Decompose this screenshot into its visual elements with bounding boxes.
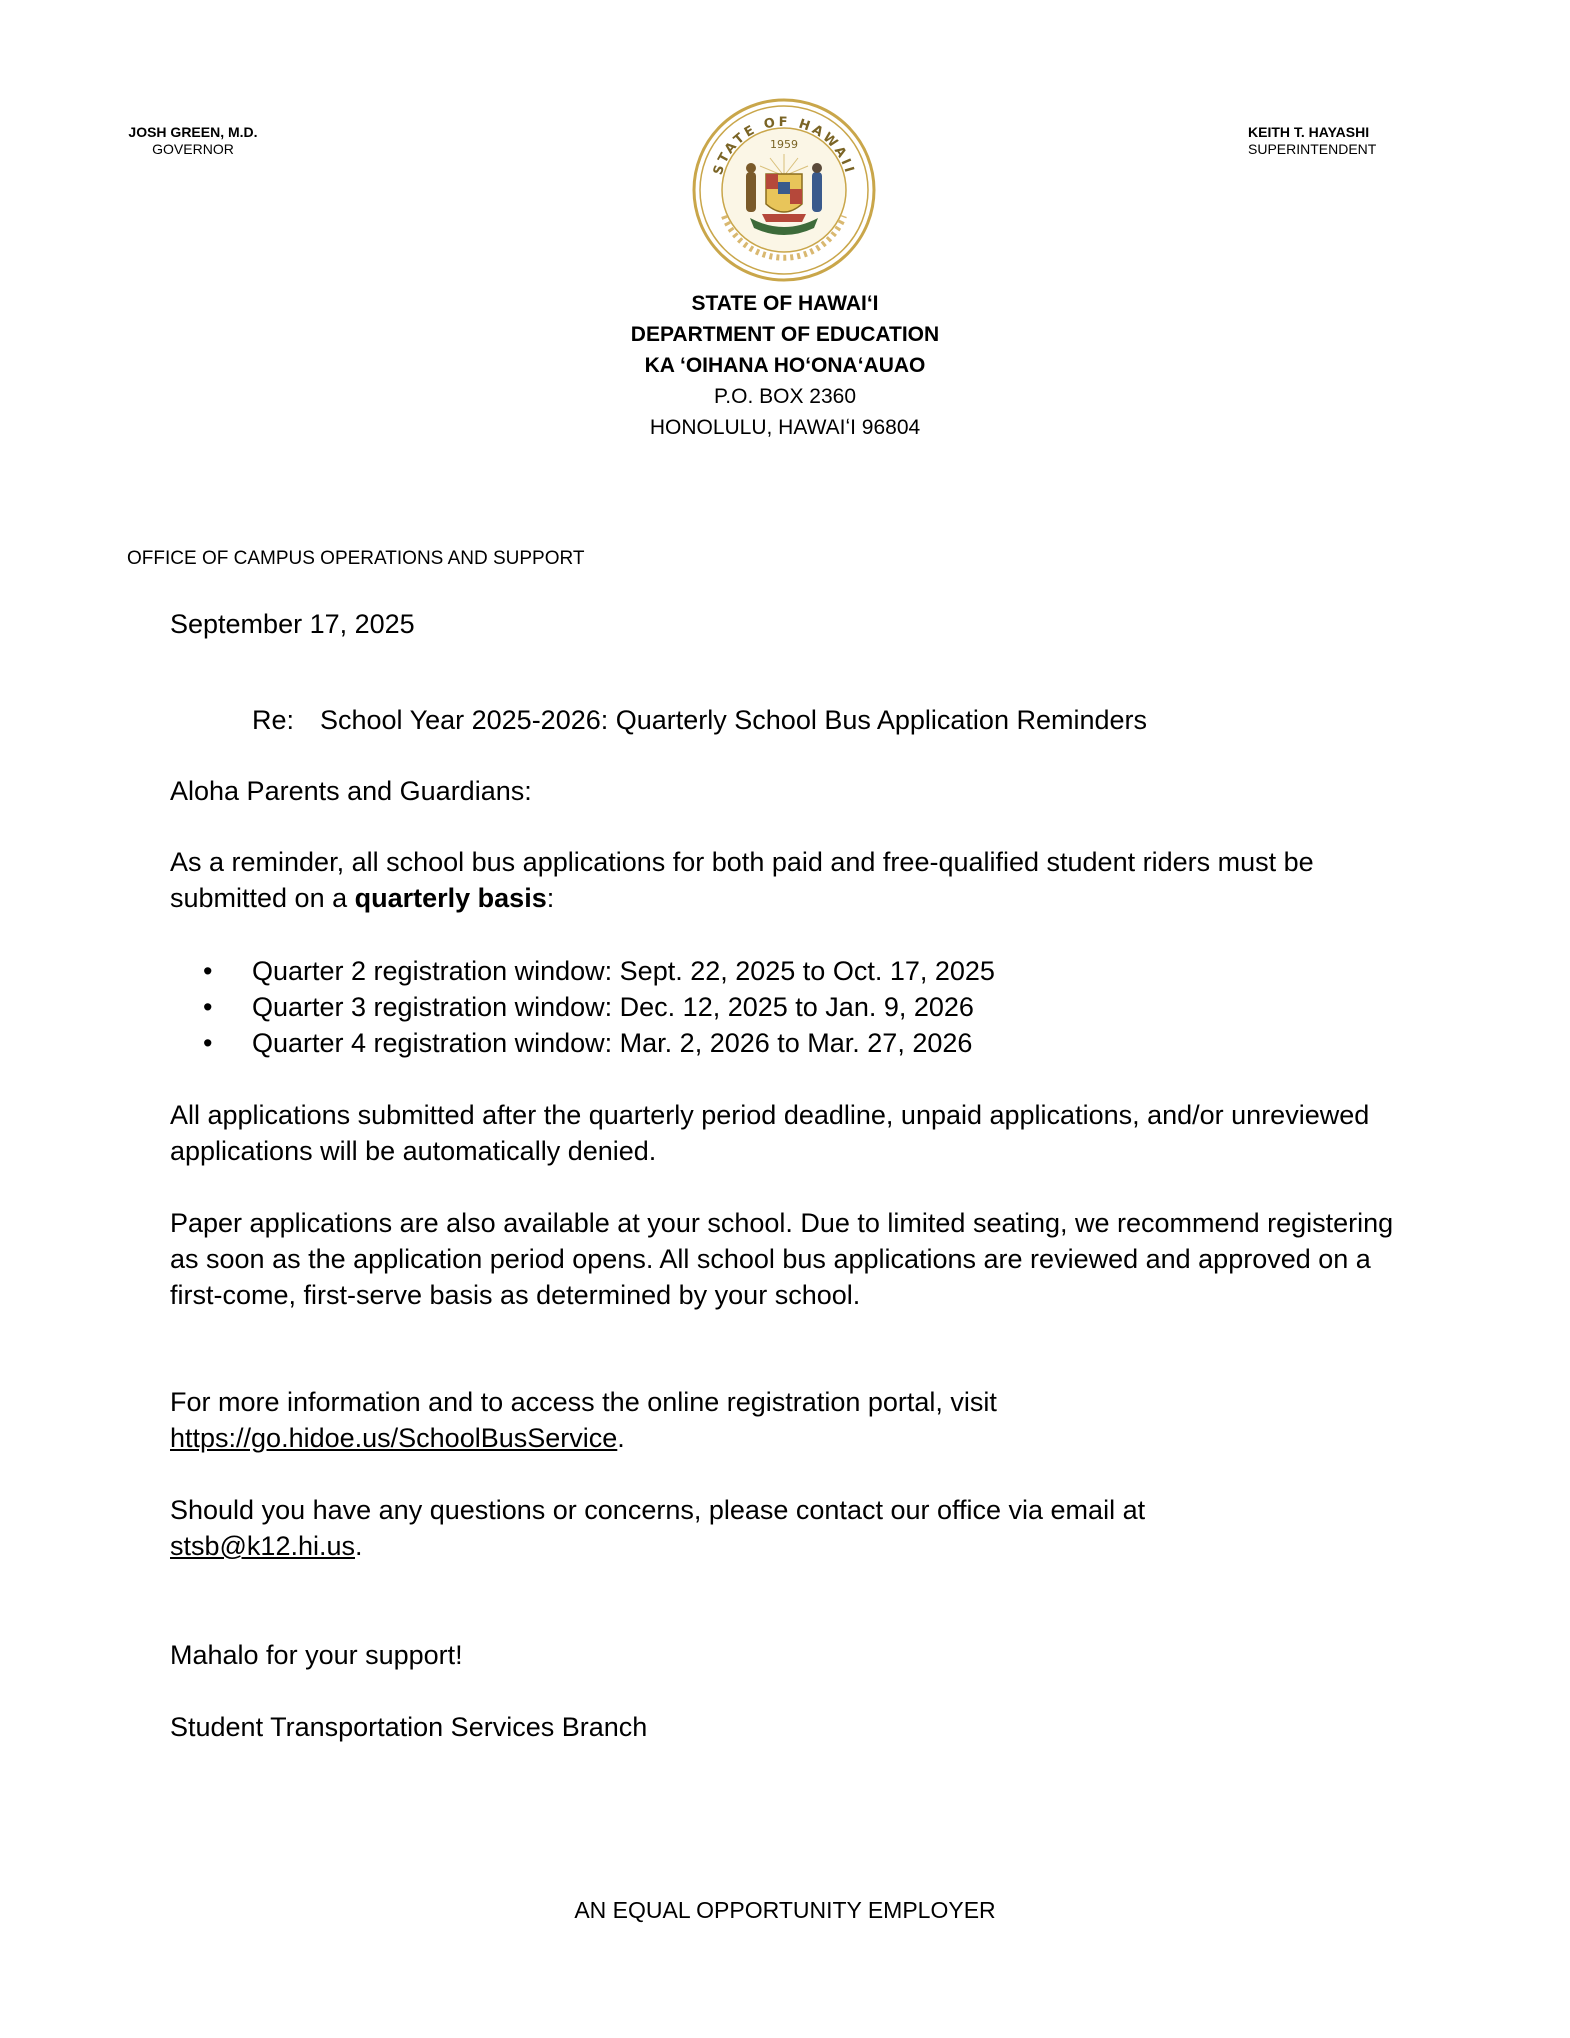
governor-name: JOSH GREEN, M.D. <box>128 124 258 140</box>
re-subject: School Year 2025-2026: Quarterly School Bus Application Reminders <box>320 705 1148 735</box>
office-name: OFFICE OF CAMPUS OPERATIONS AND SUPPORT <box>127 548 585 569</box>
contact-email-link[interactable]: stsb@k12.hi.us <box>170 1531 355 1561</box>
subject-line <box>252 702 1502 738</box>
governor-title: GOVERNOR <box>152 141 234 157</box>
quarter-2-window: Quarter 2 registration window: Sept. 22, 2025 to Oct. 17, 2025 <box>252 956 995 986</box>
letter-date: September 17, 2025 <box>170 609 415 639</box>
quarterly-basis-emphasis: quarterly basis <box>354 883 547 913</box>
superintendent-name: KEITH T. HAYASHI <box>1248 124 1370 140</box>
department-name: DEPARTMENT OF EDUCATION <box>630 323 940 346</box>
more-info-paragraph <box>170 1384 1420 1456</box>
superintendent-title: SUPERINTENDENT <box>1248 141 1377 157</box>
closing: Mahalo for your support! <box>170 1640 463 1670</box>
bullet-icon: • <box>203 992 213 1022</box>
contact-period: . <box>355 1531 363 1561</box>
reminder-colon: : <box>546 883 555 913</box>
quarter-list <box>170 953 995 1061</box>
re-label: Re: <box>252 705 295 735</box>
department-block <box>485 288 1085 443</box>
state-seal-icon <box>690 96 878 284</box>
seal-ring-text: STATE OF HAWAII <box>710 114 858 177</box>
reminder-text: As a reminder, all school bus applications for both paid and free-qualified student riders must be submitted on a <box>170 847 1314 913</box>
denial-paragraph: All applications submitted after the quarterly period deadline, unpaid applications, and/or unreviewed applications will be automatically denied. <box>170 1100 1370 1166</box>
reminder-paragraph <box>170 844 1420 916</box>
bullet-icon: • <box>203 956 213 986</box>
superintendent-block <box>1248 124 1408 158</box>
state-name: STATE OF HAWAIʻI <box>691 292 879 315</box>
bullet-icon: • <box>203 1028 213 1058</box>
list-item <box>170 1025 995 1061</box>
list-item <box>170 953 995 989</box>
greeting: Aloha Parents and Guardians: <box>170 776 532 806</box>
quarter-3-window: Quarter 3 registration window: Dec. 12, 2025 to Jan. 9, 2026 <box>252 992 974 1022</box>
quarter-4-window: Quarter 4 registration window: Mar. 2, 2026 to Mar. 27, 2026 <box>252 1028 973 1058</box>
list-item <box>170 989 995 1025</box>
city-address: HONOLULU, HAWAIʻI 96804 <box>649 416 921 439</box>
contact-paragraph <box>170 1492 1420 1564</box>
department-hawaiian-name: KA ʻOIHANA HOʻONAʻAUAO <box>644 354 926 377</box>
contact-text: Should you have any questions or concerns, please contact our office via email at <box>170 1495 1146 1525</box>
footer-notice: AN EQUAL OPPORTUNITY EMPLOYER <box>574 1897 996 1923</box>
seal-year: 1959 <box>770 138 798 151</box>
more-info-period: . <box>617 1423 625 1453</box>
po-box: P.O. BOX 2360 <box>713 385 857 408</box>
paper-applications-paragraph: Paper applications are also available at your school. Due to limited seating, we recommend registering as soon as the application period opens. All school bus applications are reviewed and approved on a first-come, first-serve basis as determined by your school. <box>170 1208 1394 1310</box>
more-info-text: For more information and to access the online registration portal, visit <box>170 1387 997 1417</box>
registration-portal-link[interactable]: https://go.hidoe.us/SchoolBusService <box>170 1423 618 1453</box>
signature: Student Transportation Services Branch <box>170 1712 648 1742</box>
governor-block <box>118 124 268 158</box>
